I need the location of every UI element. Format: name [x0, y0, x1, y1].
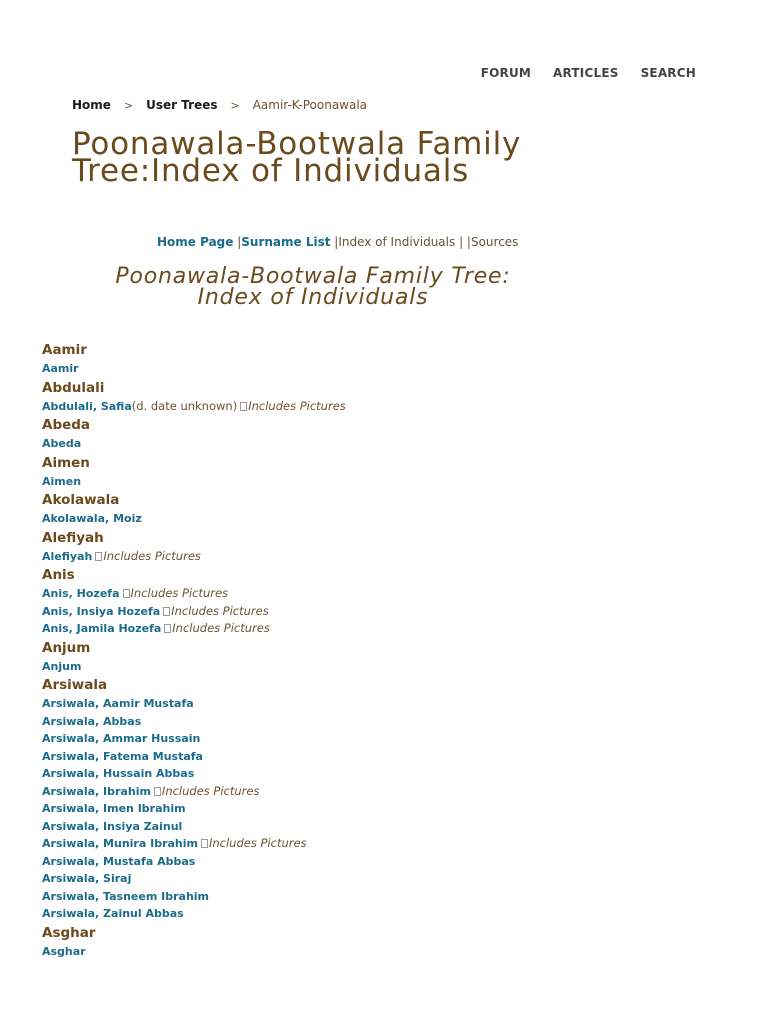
nav-articles-link[interactable]: ARTICLES: [553, 66, 619, 80]
individual-link[interactable]: Arsiwala, Tasneem Ibrahim: [42, 889, 210, 903]
surname-heading: Akolawala: [42, 492, 120, 508]
breadcrumb: [72, 98, 367, 112]
individual-entry: [42, 783, 742, 801]
surname-heading: Abeda: [42, 417, 91, 433]
index-heading-line1: Poonawala-Bootwala Family Tree:: [115, 264, 511, 289]
includes-pictures-image[interactable]: [240, 399, 346, 413]
surname-heading: Anjum: [42, 639, 91, 656]
individual-entry: [42, 510, 742, 528]
includes-pictures-image[interactable]: [201, 836, 307, 850]
broken-image-icon: [123, 589, 130, 598]
individual-link[interactable]: Arsiwala, Abbas: [42, 714, 142, 728]
surname-heading: Aamir: [42, 342, 87, 358]
broken-image-icon: [95, 552, 102, 561]
breadcrumb-user-trees-link[interactable]: User Trees: [146, 98, 218, 112]
individual-link[interactable]: Anis, Hozefa: [42, 587, 120, 600]
individual-link[interactable]: Aimen: [42, 474, 82, 488]
includes-pictures-image[interactable]: [164, 621, 270, 635]
individual-entry: [42, 620, 742, 638]
individual-entry: [42, 835, 742, 853]
individual-link[interactable]: Arsiwala, Aamir Mustafa: [42, 697, 194, 710]
individual-entry: [42, 888, 742, 906]
individual-link[interactable]: Arsiwala, Hussain Abbas: [42, 767, 195, 780]
individual-link[interactable]: Arsiwala, Ammar Hussain: [42, 732, 201, 745]
nav-search-link[interactable]: SEARCH: [640, 66, 696, 80]
individual-link[interactable]: Asghar: [42, 944, 86, 958]
top-navigation: [481, 66, 696, 80]
individual-link[interactable]: Alefiyah: [42, 549, 93, 563]
includes-pictures-alt-text: Includes Pictures: [103, 548, 201, 563]
includes-pictures-image[interactable]: [123, 586, 229, 600]
surname-heading: Abdulali: [42, 379, 105, 396]
includes-pictures-alt-text: Includes Pictures: [171, 603, 269, 618]
individual-link[interactable]: Anis, Insiya Hozefa: [42, 604, 161, 618]
surname-heading: Alefiyah: [42, 529, 104, 546]
surname-heading: Anis: [42, 567, 75, 583]
home-page-link[interactable]: Home Page: [157, 235, 234, 249]
individual-link[interactable]: Arsiwala, Fatema Mustafa: [42, 749, 203, 763]
broken-image-icon: [201, 839, 208, 848]
individual-entry: [42, 585, 742, 603]
surname-heading: Asghar: [42, 924, 96, 941]
individual-note: (d. date unknown): [131, 398, 238, 413]
individual-link[interactable]: Anis, Jamila Hozefa: [42, 622, 162, 635]
includes-pictures-alt-text: Includes Pictures: [248, 398, 346, 413]
individual-entry: [42, 548, 742, 566]
individual-link[interactable]: Akolawala, Moiz: [42, 512, 142, 525]
individual-link[interactable]: Arsiwala, Imen Ibrahim: [42, 802, 186, 815]
individual-entry: [42, 853, 742, 871]
includes-pictures-alt-text: Includes Pictures: [172, 621, 270, 635]
individual-entry: [42, 603, 742, 621]
includes-pictures-alt-text: Includes Pictures: [161, 783, 260, 798]
individual-entry: [42, 398, 742, 416]
individual-link[interactable]: Arsiwala, Ibrahim: [42, 784, 151, 798]
individual-entry: [42, 765, 742, 783]
breadcrumb-current: Aamir-K-Poonawala: [252, 98, 368, 112]
surname-heading: Aimen: [42, 454, 90, 471]
individual-entry: [42, 818, 742, 836]
breadcrumb-separator: >: [230, 98, 240, 112]
subnav-separator: |: [233, 235, 242, 249]
individual-entry: [42, 905, 742, 923]
individual-entry: [42, 943, 742, 961]
individual-link[interactable]: Anjum: [42, 659, 82, 673]
includes-pictures-image[interactable]: [154, 784, 260, 798]
individual-entry: [42, 360, 742, 378]
individual-entry: [42, 695, 742, 713]
broken-image-icon: [154, 787, 161, 796]
individual-entry: [42, 870, 742, 888]
individual-link[interactable]: Arsiwala, Insiya Zainul: [42, 819, 183, 833]
includes-pictures-alt-text: Includes Pictures: [208, 836, 307, 850]
index-heading-line2: Index of Individuals: [197, 285, 429, 310]
individual-link[interactable]: Abeda: [42, 437, 82, 450]
tree-sub-navigation: [157, 235, 518, 249]
surname-list-link[interactable]: Surname List: [241, 235, 331, 249]
includes-pictures-image[interactable]: [163, 604, 269, 618]
surname-heading: Arsiwala: [42, 677, 108, 693]
individual-link[interactable]: Abdulali, Safia: [42, 399, 132, 413]
individual-entry: [42, 748, 742, 766]
nav-forum-link[interactable]: FORUM: [480, 66, 532, 80]
page-title: Poonawala-Bootwala Family Tree:Index of Individuals: [72, 126, 522, 189]
individual-link[interactable]: Arsiwala, Munira Ibrahim: [42, 837, 198, 850]
broken-image-icon: [163, 607, 170, 616]
individual-entry: [42, 473, 742, 491]
broken-image-icon: [164, 624, 171, 633]
individual-entry: [42, 730, 742, 748]
includes-pictures-alt-text: Includes Pictures: [130, 586, 229, 600]
individual-entry: [42, 713, 742, 731]
includes-pictures-image[interactable]: [95, 549, 201, 563]
individual-link[interactable]: Arsiwala, Mustafa Abbas: [42, 854, 196, 868]
subnav-rest-text: |Index of Individuals | |Sources: [330, 235, 519, 249]
individual-link[interactable]: Arsiwala, Siraj: [42, 872, 132, 885]
individual-entry: [42, 800, 742, 818]
broken-image-icon: [240, 402, 247, 411]
individual-link[interactable]: Aamir: [42, 362, 79, 375]
breadcrumb-separator: >: [123, 98, 134, 112]
individual-link[interactable]: Arsiwala, Zainul Abbas: [42, 907, 184, 920]
index-heading: [82, 266, 544, 308]
breadcrumb-home-link[interactable]: Home: [72, 98, 111, 112]
individual-entry: [42, 658, 742, 676]
individual-entry: [42, 435, 742, 453]
individuals-index-list: [42, 340, 742, 960]
